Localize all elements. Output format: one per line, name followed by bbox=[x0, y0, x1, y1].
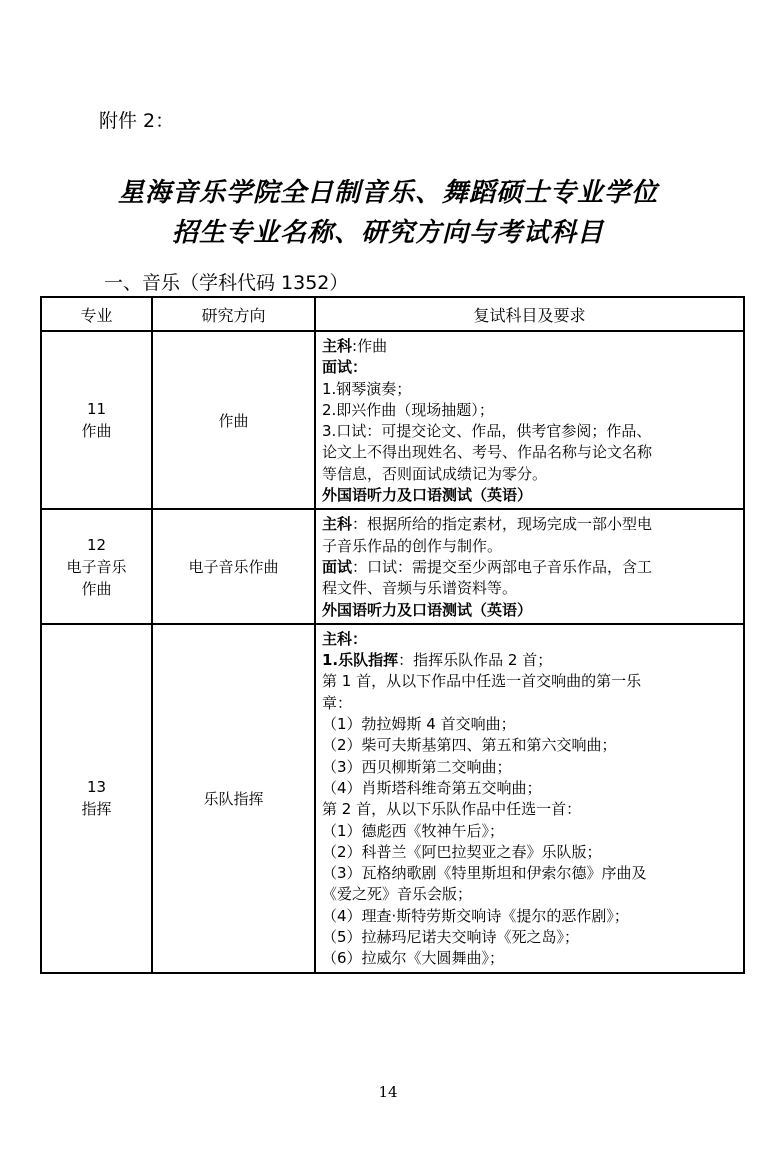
requirement-line bbox=[322, 757, 737, 778]
requirement-text: ：口试：需提交至少两部电子音乐作品，含工 bbox=[352, 557, 653, 576]
document-title-line2: 招生专业名称、研究方向与考试科目 bbox=[171, 218, 604, 248]
requirement-line bbox=[322, 442, 737, 463]
requirement-line bbox=[322, 863, 737, 884]
major-cell bbox=[41, 509, 152, 623]
requirement-line bbox=[322, 778, 737, 799]
requirement-text: （1）勃拉姆斯 4 首交响曲； bbox=[322, 715, 516, 734]
requirement-line bbox=[322, 821, 737, 842]
requirement-line bbox=[322, 906, 737, 927]
direction-cell: 乐队指挥 bbox=[152, 624, 315, 973]
requirement-line bbox=[322, 884, 737, 905]
requirement-line bbox=[322, 357, 737, 378]
table-row bbox=[41, 509, 744, 623]
requirement-text: （6）拉威尔《大圆舞曲》； bbox=[322, 949, 505, 968]
requirement-line bbox=[322, 671, 737, 692]
requirement-bold: 外国语听力及口语测试（英语） bbox=[322, 600, 533, 619]
header-direction: 研究方向 bbox=[152, 297, 315, 331]
requirement-text: （5）拉赫玛尼诺夫交响诗《死之岛》； bbox=[322, 928, 580, 947]
requirements-cell bbox=[315, 624, 744, 973]
requirement-text: （3）西贝柳斯第二交响曲； bbox=[322, 757, 512, 776]
table-body bbox=[41, 331, 744, 973]
requirement-line bbox=[322, 600, 737, 621]
requirement-text: （2）柴可夫斯基第四、第五和第六交响曲； bbox=[322, 736, 617, 755]
exam-subjects-table bbox=[40, 296, 745, 974]
table-row bbox=[41, 624, 744, 973]
requirement-line bbox=[322, 714, 737, 735]
requirement-line bbox=[322, 514, 737, 535]
requirement-bold: 外国语听力及口语测试（英语） bbox=[322, 486, 533, 505]
major-name: 作曲 bbox=[81, 422, 112, 441]
requirement-text: 第 1 首，从以下作品中任选一首交响曲的第一乐 bbox=[322, 672, 642, 691]
requirements-cell bbox=[315, 509, 744, 623]
requirement-text: ：根据所给的指定素材，现场完成一部小型电 bbox=[352, 515, 653, 534]
section-heading: 一、音乐（学科代码 1352） bbox=[104, 272, 349, 294]
requirement-bold: 面试 bbox=[322, 557, 353, 576]
requirement-text: 《爱之死》音乐会版； bbox=[322, 885, 473, 904]
major-name: 指挥 bbox=[81, 800, 112, 819]
requirement-line bbox=[322, 735, 737, 756]
requirement-text: 3.口试：可提交论文、作品，供考官参阅；作品、 bbox=[322, 422, 652, 441]
table-header-row bbox=[41, 297, 744, 331]
requirement-bold: 主科 bbox=[322, 337, 353, 355]
requirement-line bbox=[322, 650, 737, 671]
requirement-text: （1）德彪西《牧神午后》； bbox=[322, 821, 505, 840]
requirement-bold: 主科 bbox=[322, 515, 353, 534]
major-code: 13 bbox=[86, 778, 107, 797]
major-code: 12 bbox=[86, 535, 107, 554]
major-code: 11 bbox=[86, 400, 107, 419]
requirement-line bbox=[322, 842, 737, 863]
requirement-line bbox=[322, 536, 737, 557]
major-cell bbox=[41, 624, 152, 973]
requirement-line bbox=[322, 336, 737, 357]
requirement-line bbox=[322, 578, 737, 599]
requirement-line bbox=[322, 400, 737, 421]
requirement-line bbox=[322, 421, 737, 442]
requirement-text: 第 2 首，从以下乐队作品中任选一首： bbox=[322, 800, 582, 819]
requirement-line bbox=[322, 485, 737, 506]
requirement-line bbox=[322, 799, 737, 820]
requirement-text: 章： bbox=[322, 693, 353, 712]
requirement-line bbox=[322, 693, 737, 714]
requirement-text: 论文上不得出现姓名、考号、作品名称与论文名称 bbox=[322, 443, 653, 462]
major-name: 电子音乐 bbox=[66, 557, 127, 576]
header-requirements: 复试科目及要求 bbox=[315, 297, 744, 331]
requirement-text: :作曲 bbox=[352, 337, 388, 355]
attachment-label: 附件 2： bbox=[99, 110, 175, 132]
requirement-line bbox=[322, 948, 737, 969]
page-number: 14 bbox=[378, 1083, 398, 1101]
requirement-text: 2.即兴作曲（现场抽题）； bbox=[322, 400, 494, 419]
requirement-line bbox=[322, 464, 737, 485]
major-cell bbox=[41, 331, 152, 509]
requirement-bold: 主科： bbox=[322, 629, 368, 648]
requirement-line bbox=[322, 629, 737, 650]
requirements-cell bbox=[315, 331, 744, 509]
requirement-text: ：指挥乐队作品 2 首； bbox=[398, 651, 553, 670]
direction-cell: 电子音乐作曲 bbox=[152, 509, 315, 623]
requirement-text: 1.钢琴演奏； bbox=[322, 379, 412, 398]
requirement-text: （3）瓦格纳歌剧《特里斯坦和伊索尔德》序曲及 bbox=[322, 864, 647, 883]
requirement-text: 程文件、音频与乐谱资料等。 bbox=[322, 579, 518, 598]
requirement-bold: 面试： bbox=[322, 358, 368, 377]
requirement-line bbox=[322, 557, 737, 578]
major-name: 作曲 bbox=[81, 579, 112, 598]
requirement-text: （4）肖斯塔科维奇第五交响曲； bbox=[322, 778, 542, 797]
table-row bbox=[41, 331, 744, 509]
direction-cell: 作曲 bbox=[152, 331, 315, 509]
document-title-line1: 星海音乐学院全日制音乐、舞蹈硕士专业学位 bbox=[117, 178, 658, 208]
requirement-line bbox=[322, 927, 737, 948]
header-major: 专业 bbox=[41, 297, 152, 331]
requirement-line bbox=[322, 379, 737, 400]
requirement-bold: 1.乐队指挥 bbox=[322, 651, 399, 670]
requirement-text: 子音乐作品的创作与制作。 bbox=[322, 536, 503, 555]
requirement-text: 等信息，否则面试成绩记为零分。 bbox=[322, 464, 548, 483]
requirement-text: （2）科普兰《阿巴拉契亚之春》乐队版； bbox=[322, 842, 602, 861]
requirement-text: （4）理查·斯特劳斯交响诗《提尔的恶作剧》； bbox=[322, 906, 629, 925]
